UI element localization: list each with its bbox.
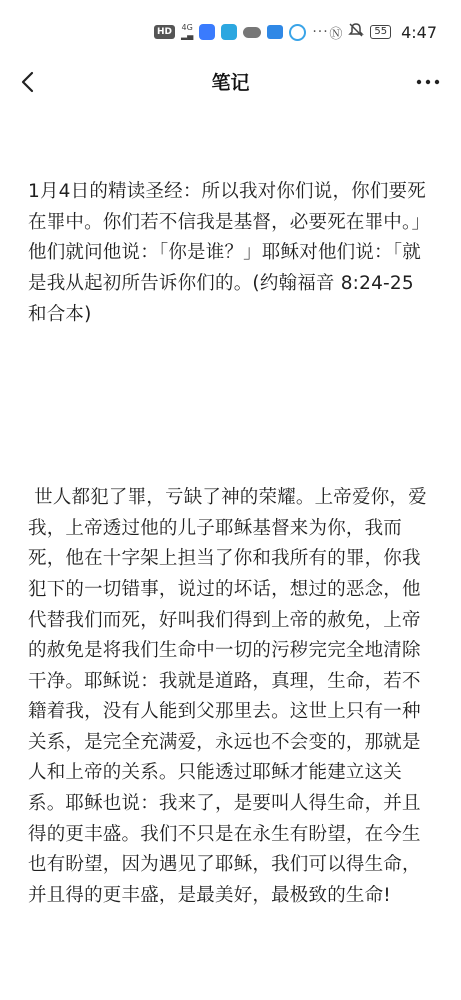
page-title: 笔记 xyxy=(211,72,250,94)
signal-icon: ▂▄ xyxy=(181,31,194,40)
note-paragraph-reflection: 世人都犯了罪，亏缺了神的荣耀。上帝爱你，爱我，上帝透过他的儿子耶稣基督来为你，我而死，他在十字架上担当了你和我所有的罪，你我犯下的一切错事，说过的坏话，想过的恶念，他代替我们而死，好叫我们得到上帝的赦免，上帝的赦免是将我们生命中一切的污秽完完全地清除干净。耶稣说：我就是道路，真理，生命，若不籍着我，没有人能到父那里去。这世上只有一种关系，是完全充满爱，永远也不会变的，那就是人和上帝的关系。只能透过耶稣才能建立这关系。耶稣也说：我来了，是要叫人得生命，并且得的更丰盛。我们不只是在永生有盼望，在今生也有盼望，因为遇见了耶稣，我们可以得生命，并且得的更丰盛，是最美好，最极致的生命! xyxy=(28,487,427,906)
clock: 4:47 xyxy=(401,22,437,42)
status-right xyxy=(329,22,437,42)
battery-indicator: 55 xyxy=(370,25,391,39)
mute-icon xyxy=(348,22,364,42)
more-horizontal-icon xyxy=(416,78,440,86)
network-label: 4G xyxy=(181,23,193,32)
network-indicator xyxy=(181,24,193,40)
paragraph-spacer xyxy=(28,391,436,422)
message-app-icon xyxy=(267,25,283,39)
note-paragraph-scripture: 1月4日的精读圣经：所以我对你们说，你们要死在罪中。你们若不信我是基督，必要死在罪中。」 他们就问他说：「你是谁？」耶稣对他们说：「就是我从起初所告诉你们的。(约翰福音 8:24-25 和合本) xyxy=(28,181,437,325)
hd-badge: HD xyxy=(154,25,175,39)
note-content[interactable] xyxy=(28,116,436,942)
app-header xyxy=(0,60,461,104)
more-options-button[interactable] xyxy=(413,68,443,96)
app-notification-icon xyxy=(199,24,215,40)
nfc-icon: Ⓝ xyxy=(329,26,343,42)
sync-icon xyxy=(289,24,306,41)
status-left xyxy=(154,24,329,41)
more-notifications-icon: ··· xyxy=(312,24,329,40)
status-bar xyxy=(0,0,461,64)
search-app-icon xyxy=(221,24,237,40)
cloud-icon xyxy=(243,27,261,38)
